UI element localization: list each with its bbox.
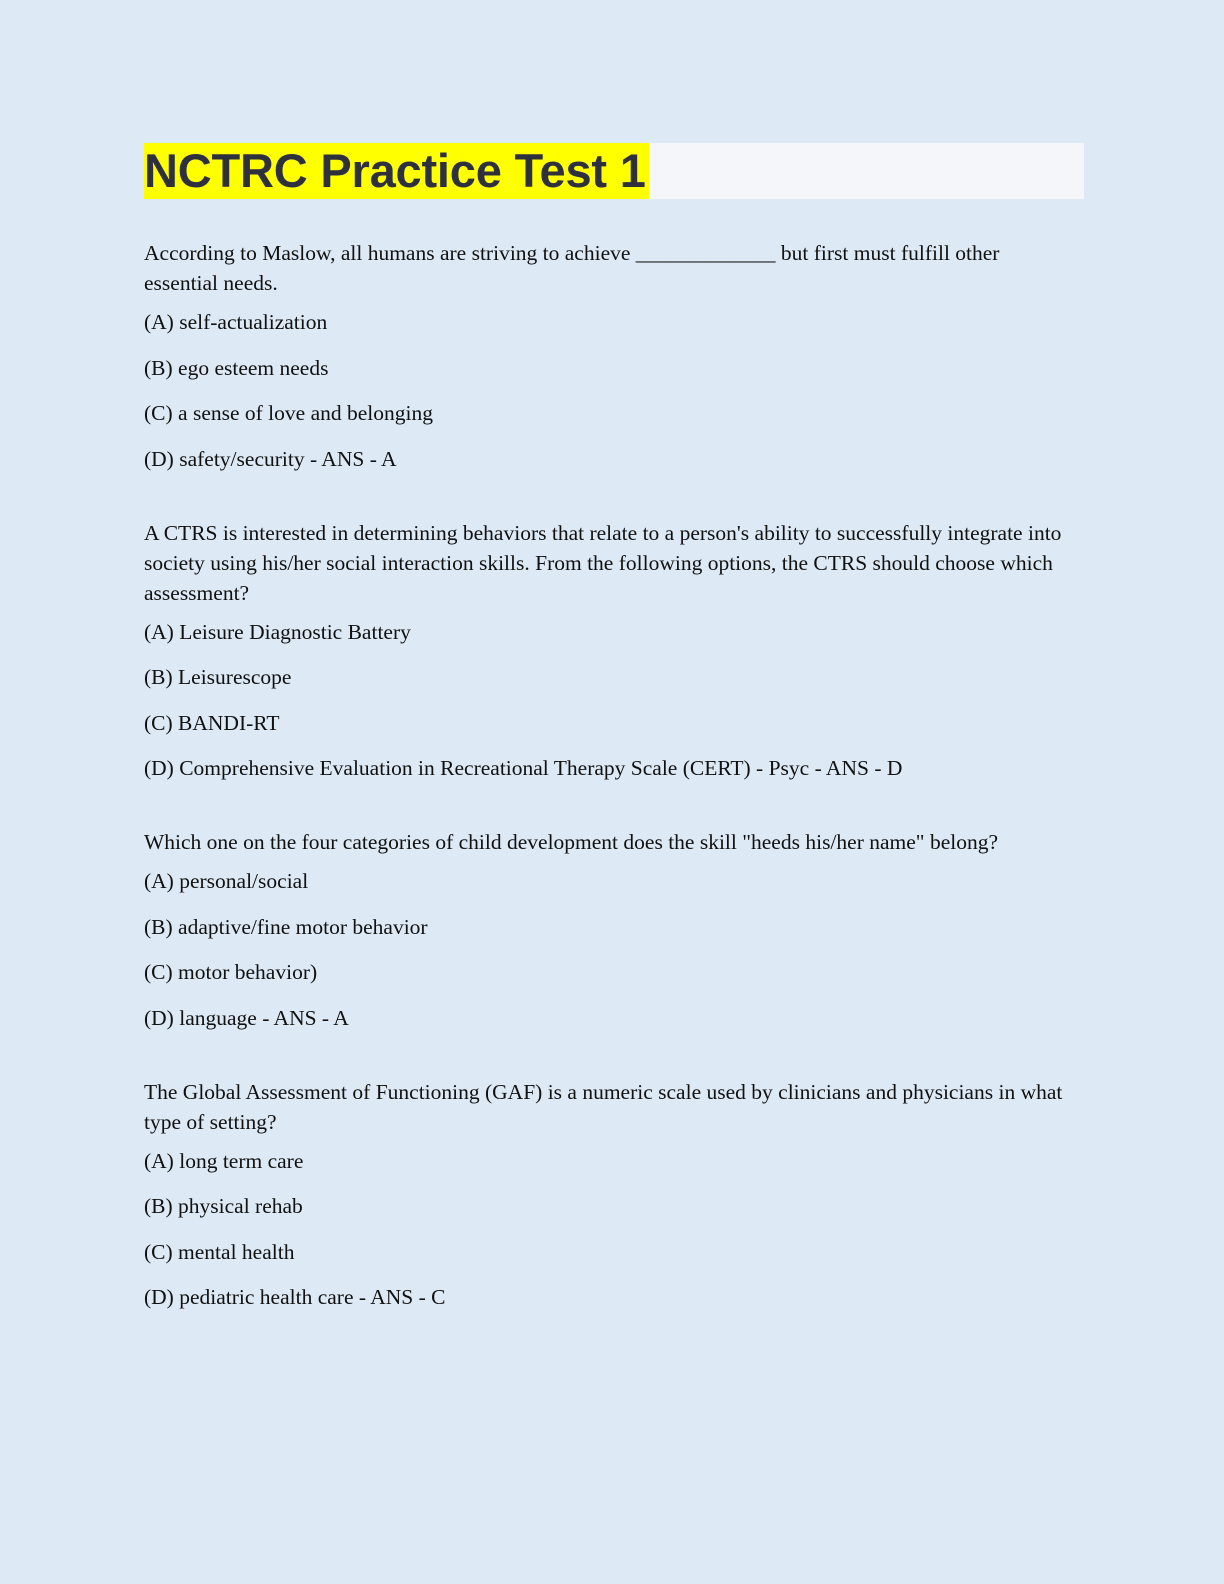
- answer-option-a: (A) self-actualization: [144, 310, 328, 334]
- answer-option-b: (B) adaptive/fine motor behavior: [144, 914, 428, 939]
- answer-option-c: (C) BANDI-RT: [144, 710, 280, 735]
- question-stem: According to Maslow, all humans are striving to achieve _____________ but first must fulfill other essential needs.: [144, 241, 1000, 295]
- answer-option-c: (C) motor behavior): [144, 960, 318, 984]
- answer-option-d: (D) safety/security - ANS - A: [144, 446, 397, 471]
- question-2: [144, 518, 1064, 784]
- answer-option-d: (D) language - ANS - A: [144, 1005, 349, 1030]
- answer-option-d: (D) pediatric health care - ANS - C: [144, 1285, 446, 1309]
- answer-option-a: (A) Leisure Diagnostic Battery: [144, 619, 411, 644]
- title-bar: [144, 143, 1084, 199]
- answer-option-a: (A) personal/social: [144, 869, 309, 893]
- question-list: [144, 238, 1064, 1328]
- answer-option-d: (D) Comprehensive Evaluation in Recreational Therapy Scale (CERT) - Psyc - ANS - D: [144, 756, 903, 780]
- page-title: NCTRC Practice Test 1: [144, 143, 649, 199]
- question-stem: A CTRS is interested in determining behaviors that relate to a person's ability to successfully integrate into society using his/her social interaction skills. From the following options, the CTRS should choose which assessment?: [144, 520, 1062, 605]
- answer-option-c: (C) mental health: [144, 1239, 295, 1264]
- question-3: [144, 827, 1064, 1033]
- answer-option-c: (C) a sense of love and belonging: [144, 401, 433, 425]
- answer-option-b: (B) ego esteem needs: [144, 355, 329, 380]
- document-page: [144, 143, 1084, 1309]
- answer-option-a: (A) long term care: [144, 1148, 304, 1173]
- question-4: [144, 1077, 1064, 1313]
- answer-option-b: (B) physical rehab: [144, 1194, 303, 1218]
- question-stem: The Global Assessment of Functioning (GAF) is a numeric scale used by clinicians and physicians in what type of setting?: [144, 1079, 1063, 1134]
- answer-option-b: (B) Leisurescope: [144, 665, 292, 689]
- question-1: [144, 238, 1064, 474]
- question-stem: Which one on the four categories of child development does the skill "heeds his/her name" belong?: [144, 830, 999, 854]
